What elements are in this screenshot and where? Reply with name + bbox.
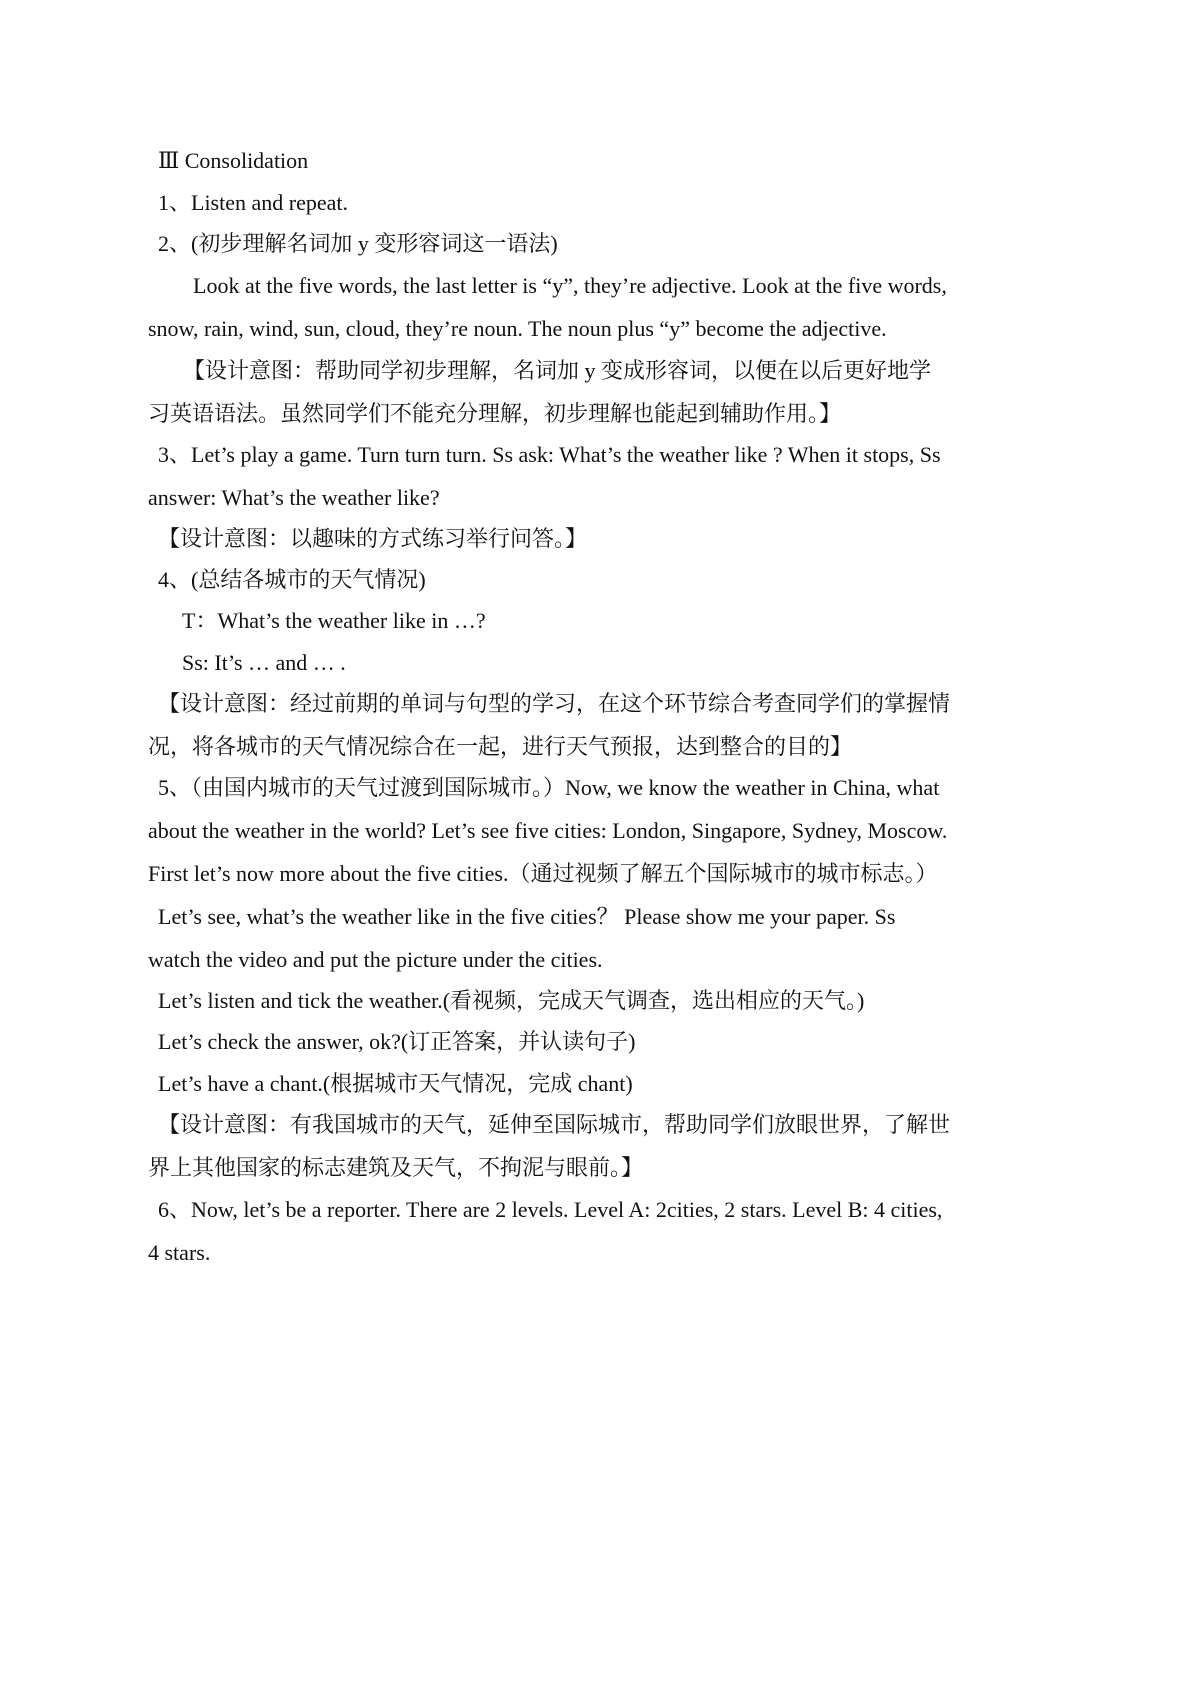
text-line: First let’s now more about the five cities.（通过视频了解五个国际城市的城市标志。） <box>148 861 938 886</box>
text-line: 1、Listen and repeat. <box>158 190 348 215</box>
design-intent-note: 界上其他国家的标志建筑及天气，不拘泥与眼前。】 <box>148 1155 644 1180</box>
design-intent-note: 习英语语法。虽然同学们不能充分理解，初步理解也能起到辅助作用。】 <box>148 401 842 426</box>
text-line: Let’s check the answer, ok?(订正答案，并认读句子) <box>158 1029 636 1054</box>
design-intent-note: 【设计意图：有我国城市的天气，延伸至国际城市，帮助同学们放眼世界，了解世 <box>158 1112 951 1137</box>
text-line: 6、Now, let’s be a reporter. There are 2 levels. Level A: 2cities, 2 stars. Level B: 4 cities, <box>158 1197 943 1222</box>
text-line: Let’s listen and tick the weather.(看视频，完成天气调查，选出相应的天气。) <box>158 988 865 1013</box>
text-line: 5、（由国内城市的天气过渡到国际城市。）Now, we know the weather in China, what <box>158 775 940 800</box>
text-line: about the weather in the world? Let’s see five cities: London, Singapore, Sydney, Moscow. <box>148 818 948 843</box>
text-line: Let’s see, what’s the weather like in the five cities？ Please show me your paper. Ss <box>158 904 896 929</box>
design-intent-note: 【设计意图：经过前期的单词与句型的学习，在这个环节综合考查同学们的掌握情 <box>158 691 951 716</box>
text-line: Look at the five words, the last letter is “y”, they’re adjective. Look at the five words, <box>193 273 947 298</box>
design-intent-note: 【设计意图：以趣味的方式练习举行问答。】 <box>158 526 588 551</box>
text-line: snow, rain, wind, sun, cloud, they’re noun. The noun plus “y” become the adjective. <box>148 316 887 341</box>
text-line: 4 stars. <box>148 1240 211 1265</box>
text-line: 3、Let’s play a game. Turn turn turn. Ss ask: What’s the weather like ? When it stops, Ss <box>158 442 941 467</box>
text-line: T：What’s the weather like in …? <box>182 608 486 633</box>
text-line: 2、(初步理解名词加 y 变形容词这一语法) <box>158 231 558 256</box>
text-line: answer: What’s the weather like? <box>148 485 440 510</box>
text-line: Let’s have a chant.(根据城市天气情况，完成 chant) <box>158 1071 633 1096</box>
section-heading: Ⅲ Consolidation <box>158 148 309 173</box>
design-intent-note: 【设计意图：帮助同学初步理解，名词加 y 变成形容词，以便在以后更好地学 <box>183 358 932 383</box>
text-line: watch the video and put the picture under the cities. <box>148 947 603 972</box>
text-line: Ss: It’s … and … . <box>182 650 346 675</box>
text-line: 4、(总结各城市的天气情况) <box>158 567 426 592</box>
design-intent-note: 况，将各城市的天气情况综合在一起，进行天气预报，达到整合的目的】 <box>148 734 853 759</box>
